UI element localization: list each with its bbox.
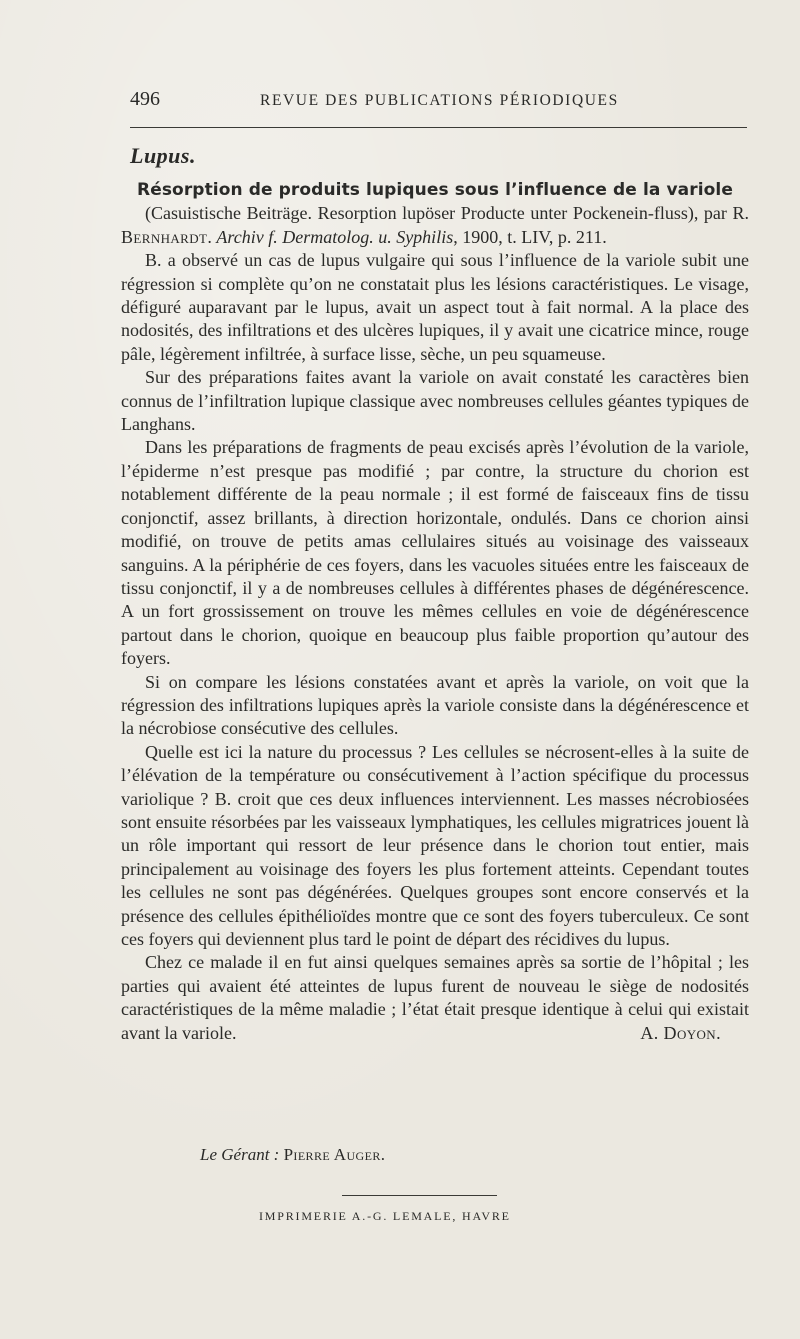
paragraph: Si on compare les lésions constatées avant et après la variole, on voit que la régression des infiltrations lupiques après la variole consiste dans la dégénérescence et la nécrobiose consécutive des cellules. [121, 671, 749, 739]
paragraph: B. a observé un cas de lupus vulgaire qui sous l’influence de la variole subit une régression si complète qu’on ne constatait plus les lésions caractéristiques. Le visage, défiguré auparavant par le lupus, avait un aspect tout à fait normal. A la place des nodosités, des infiltrations et des ulcères lupiques, il y avait une cicatrice mince, rouge pâle, légèrement infiltrée, à surface lisse, sèche, un peu squameuse. [121, 250, 749, 364]
gerant-label: Le Gérant : [200, 1145, 280, 1164]
article-body [121, 179, 749, 1045]
running-head [130, 88, 750, 112]
gerant-line [200, 1145, 385, 1165]
citation-journal: Archiv f. Dermatolog. u. Syphilis [216, 226, 454, 247]
citation-separator: . [207, 226, 217, 247]
paragraph: Quelle est ici la nature du processus ? Les cellules se nécrosent-elles à la suite de l’élévation de la température ou consécutivement à l’action spécifique du processus variolique ? B. croit que ces deux influences interviennent. Les masses nécrobiosées sont ensuite résorbées par les vaisseaux lymphatiques, les cellules migratrices jouent là un rôle important qui ressort de leur présence dans le chorion tout entier, mais principalement au voisinage des foyers les plus fortement atteints. Cependant toutes les cellules ne sont pas dégénérées. Quelques groupes sont encore conservés et la présence des cellules épithélioïdes montre que ce sont des foyers tuberculeux. Ce sont ces foyers qui deviennent plus tard le point de départ des récidives du lupus. [121, 741, 749, 949]
citation-author: Bernhardt [121, 226, 208, 247]
printer-imprint: IMPRIMERIE A.-G. LEMALE, HAVRE [259, 1209, 511, 1223]
paragraph-final-text: Chez ce malade il en fut ainsi quelques semaines après sa sortie de l’hôpital ; les parties qui avaient été atteintes de lupus furent de nouveau le siège de nodosités caractéristiques de la même maladie ; l’état était presque identique à celui qui existait avant la variole. [121, 952, 749, 1043]
citation-rest: , 1900, t. LIV, p. 211. [453, 226, 607, 247]
paragraph: Sur des préparations faites avant la variole on avait constaté les caractères bien connus de l’infiltration lupique classique avec nombreuses cellules géantes typiques de Langhans. [121, 367, 749, 435]
page-number: 496 [130, 88, 160, 110]
section-title: Lupus. [130, 143, 196, 168]
journal-title: REVUE DES PUBLICATIONS PÉRIODIQUES [260, 92, 619, 109]
paragraph: Dans les préparations de fragments de peau excisés après l’évolution de la variole, l’épiderme n’est presque pas modifié ; par contre, la structure du chorion est notablement différente de la peau normale ; il est formé de faisceaux fins de tissu conjonctif, assez brillants, à direction horizontale, ondulés. Dans ce chorion ainsi modifié, on trouve de petits amas cellulaires situés au voisinage des vaisseaux sanguins. A la périphérie de ces foyers, dans les vacuoles situées entre les faisceaux de tissu conjonctif, il y a de nombreuses cellules à différentes phases de dégénérescence. A un fort grossissement on trouve les mêmes cellules en voie de dégénérescence partout dans le chorion, quoique en beaucoup plus faible proportion qu’autour des foyers. [121, 437, 749, 669]
footer-rule [342, 1195, 497, 1196]
article-citation [121, 202, 749, 249]
gerant-name: Pierre Auger. [283, 1145, 386, 1164]
citation-lead: (Casuistische Beiträge. Resorption lupöser Producte unter Pockenein-fluss), par R. [145, 203, 749, 224]
header-rule [130, 127, 747, 128]
paragraph-final [121, 951, 749, 1045]
article-title: Résorption de produits lupiques sous l’influence de la variole [137, 180, 733, 200]
article-signature: A. Doyon. [640, 1022, 721, 1043]
